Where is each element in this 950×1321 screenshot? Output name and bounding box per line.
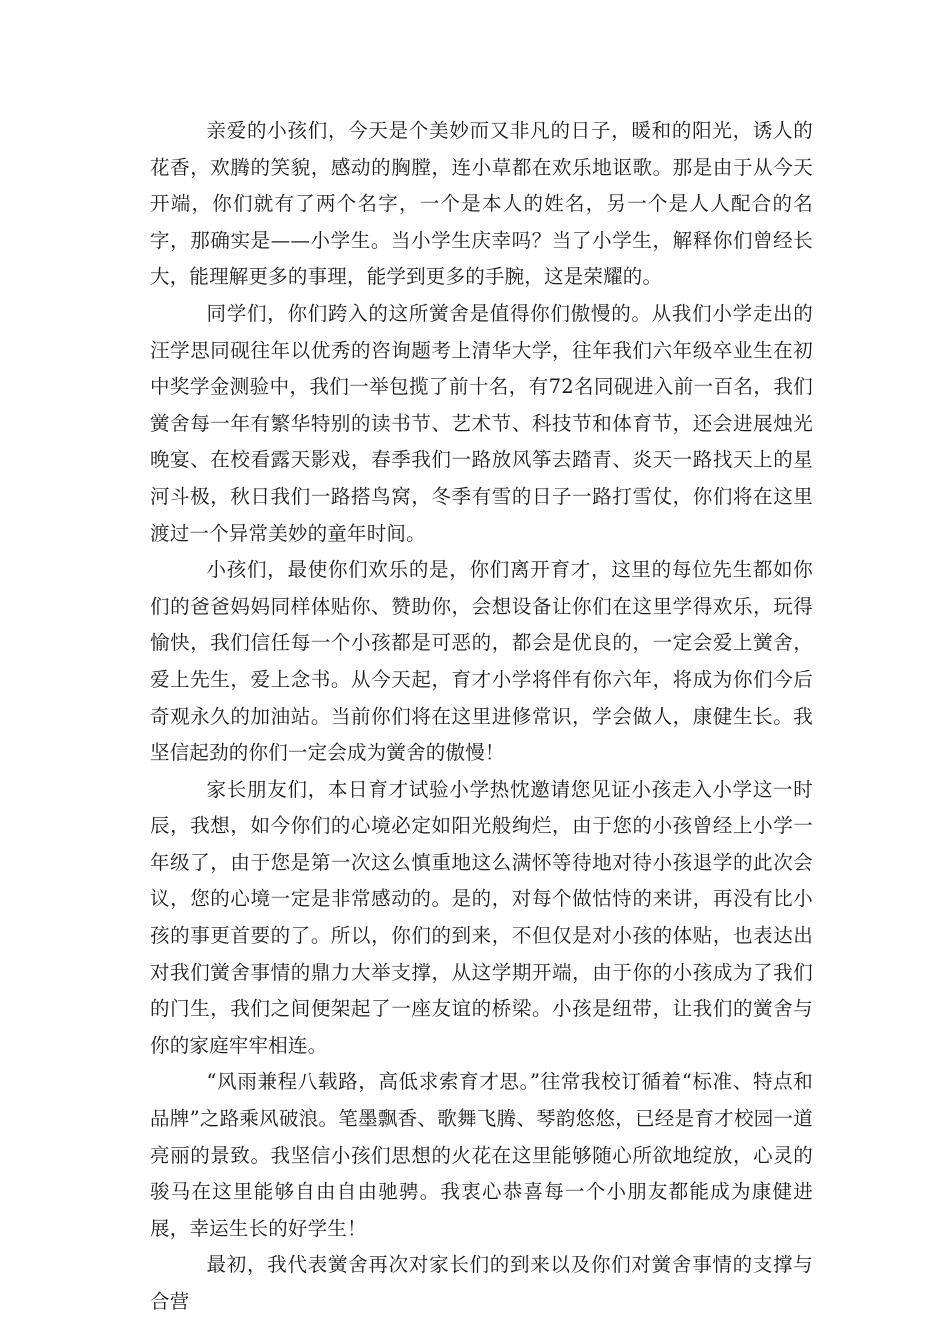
document-body (150, 113, 813, 1321)
paragraph-4: 家长朋友们，本日育才试验小学热忱邀请您见证小孩走入小学这一时辰，我想，如今你们的心境必定如阳光般绚烂，由于您的小孩曾经上小学一年级了，由于您是第一次这么慎重地这么满怀等待地对待小孩退学的此次会议，您的心境一定是非常感动的。是的，对每个做怙恃的来讲，再没有比小孩的事更首要的了。所以，你们的到来，不但仅是对小孩的体贴，也表达出对我们黉舍事情的鼎力大举支撑，从这学期开端，由于你的小孩成为了我们的门生，我们之间便架起了一座友谊的桥梁。小孩是纽带，让我们的黉舍与你的家庭牢牢相连。 (150, 777, 813, 1057)
paragraph-5: “风雨兼程八载路，高低求索育才思。”往常我校订循着“标准、特点和品牌”之路乘风破浪。笔墨飘香、歌舞飞腾、琴韵悠悠，已经是育才校园一道亮丽的景致。我坚信小孩们思想的火花在这里能够随心所欲地绽放，心灵的骏马在这里能够自由自由驰骋。我衷心恭喜每一个小朋友都能成为康健进展，幸运生长的好学生！ (150, 1070, 813, 1240)
paragraph-2: 同学们，你们跨入的这所黉舍是值得你们傲慢的。从我们小学走出的汪学思同砚往年以优秀的咨询题考上清华大学，往年我们六年级卒业生在初中奖学金测验中，我们一举包揽了前十名，有72名同砚进入前一百名，我们黉舍每一年有繁华特别的读书节、艺术节、科技节和体育节，还会进展烛光晚宴、在校看露天影戏，春季我们一路放风筝去踏青、炎天一路找天上的星河斗极，秋日我们一路搭鸟窝，冬季有雪的日子一路打雪仗，你们将在这里渡过一个异常美妙的童年时间。 (150, 301, 813, 545)
paragraph-3: 小孩们，最使你们欢乐的是，你们离开育才，这里的每位先生都如你们的爸爸妈妈同样体贴你、赞助你，会想设备让你们在这里学得欢乐，玩得愉快，我们信任每一个小孩都是可恶的，都会是优良的，一定会爱上黉舍，爱上先生，爱上念书。从今天起，育才小学将伴有你六年，将成为你们今后奇观永久的加油站。当前你们将在这里进修常识，学会做人，康健生长。我坚信起劲的你们一定会成为黉舍的傲慢！ (150, 558, 813, 765)
paragraph-1: 亲爱的小孩们，今天是个美妙而又非凡的日子，暖和的阳光，诱人的花香，欢腾的笑貌，感动的胸膛，连小草都在欢乐地讴歌。那是由于从今天开端，你们就有了两个名字，一个是本人的姓名，另一个是人人配合的名字，那确实是——小学生。当小学生庆幸吗？当了小学生，解释你们曾经长大，能理解更多的事理，能学到更多的手腕，这是荣耀的。 (150, 119, 813, 289)
paragraph-6: 最初，我代表黉舍再次对家长们的到来以及你们对黉舍事情的支撑与合营 (150, 1253, 813, 1313)
